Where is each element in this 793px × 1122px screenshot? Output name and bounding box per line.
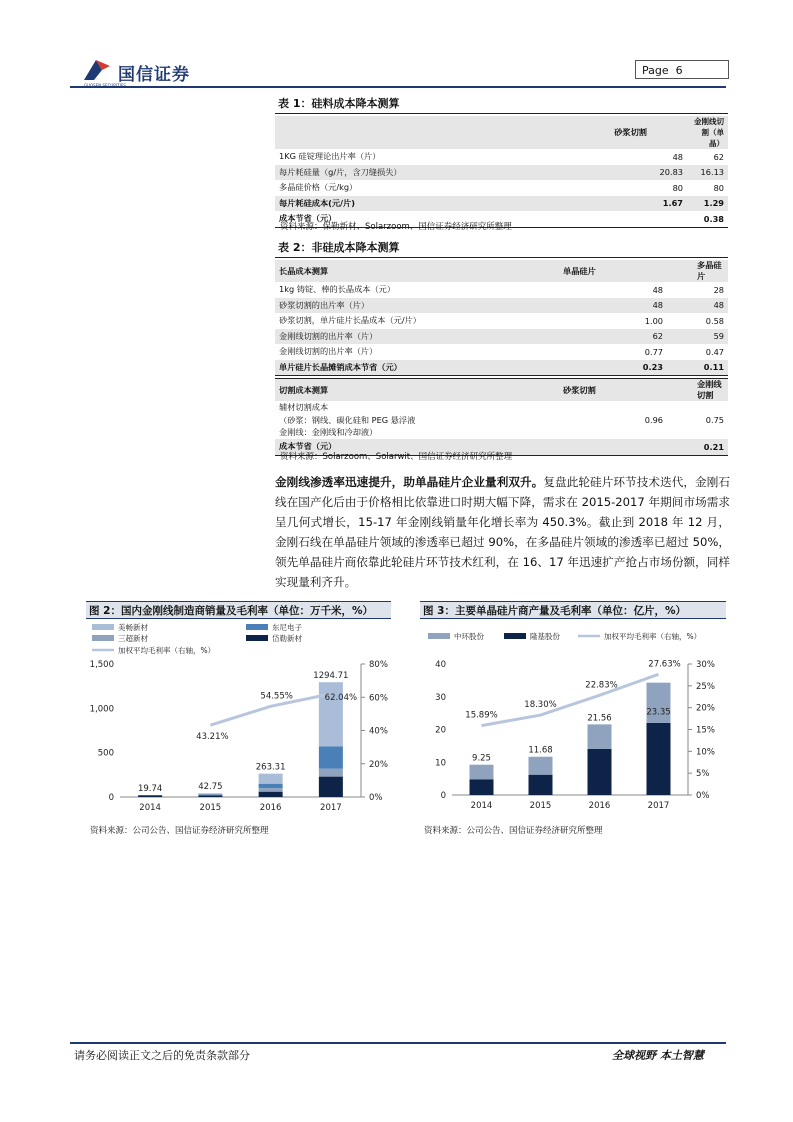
table-row [275,401,728,439]
table-row [275,298,728,314]
figure2-source: 资料来源：公司公告、国信证券经济研究所整理 [90,826,269,836]
table1-source: 资料来源：保勒新材、Solarzoom、国信证券经济研究所整理 [280,222,512,232]
table-cell: 0.77 [644,346,663,357]
y-right-tick-label: 0% [369,793,383,803]
table-header-cell: 砂浆切割 [523,379,667,402]
table-header-cell: 切割成本测算 [275,379,523,402]
table-header-cell: 砂浆切割 [523,116,687,149]
cutting-desc-line: （砂浆：钢线、碳化硅和 PEG 悬浮液 [279,414,416,425]
x-tick-label: 2014 [470,801,493,811]
table-cell: 16.13 [687,165,728,181]
cutting-desc-line: 辅材切割成本 [279,402,329,413]
bar-segment [259,788,283,792]
table2-source: 资料来源：Solarzoom、Solarwit、国信证券经济研究所整理 [280,452,513,462]
body-paragraph [275,472,730,592]
table-cell: 单片硅片长晶摊销成本节省（元） [275,360,523,376]
table-cell: 48 [667,298,728,314]
bar-total-label: 42.75 [198,782,223,793]
y-right-tick-label: 25% [696,681,715,692]
table1 [275,116,728,228]
paragraph-lead: 金刚线渗透率迅速提升，助单晶硅片企业量利双升。 [275,475,544,489]
table-row [275,344,728,360]
margin-line [482,674,659,725]
table-cell: 多晶硅价格（元/kg） [279,182,358,193]
bar-segment [319,777,343,797]
bar-segment [647,723,671,795]
table-cell: 48 [652,284,663,295]
figure2-chart [86,620,391,820]
y-right-tick-label: 10% [696,747,715,758]
legend-swatch [246,635,268,641]
table-cell: 0.23 [523,360,667,376]
table-cell: 28 [713,284,724,295]
table-cell: 砂浆切割，单片硅片长晶成本（元/片） [279,315,421,326]
footer-disclaimer: 请务必阅读正文之后的免责条款部分 [74,1049,250,1062]
x-tick-label: 2015 [199,803,222,813]
table-cell: 0.21 [667,439,728,455]
legend-label: 岱勒新材 [272,634,302,643]
y-left-tick-label: 1,500 [89,660,114,670]
x-tick-label: 2016 [588,801,611,811]
table-cell: 1KG 硅锭理论出片率（片） [279,151,381,162]
bar-segment [319,682,343,746]
table-row [275,282,728,298]
table-row [275,313,728,329]
bar-segment [198,795,222,797]
table-cell: 59 [667,329,728,345]
legend-swatch [92,635,114,641]
legend-label: 加权平均毛利率（右轴，%） [118,646,216,655]
bar-total-label: 21.56 [587,713,612,724]
y-right-tick-label: 5% [696,769,710,780]
table-cell: 金刚线切割的出片率（片） [275,329,523,345]
table-header-cell: 单晶硅片 [523,260,667,282]
legend-label: 加权平均毛利率（右轴，%） [604,632,702,641]
brand-name: 国信证券 [118,65,190,85]
bar-segment [198,793,222,794]
paragraph-body: 复盘此轮硅片环节技术迭代，金刚石线在国产化后由于价格相比依靠进口时期大幅下降，需求在 2015-2017 年期间市场需求呈几何式增长，15-17 年金刚线销量年化增长率为 450.3%。截止到 2018 年 12 月，金刚石线在单晶硅片领域的渗透率已超过 90%，在多晶硅片领域的渗透率已超过 50%，领先单晶硅片商依靠此轮硅片环节技术红利，在 16、17 年迅速扩产抢占市场份额，同样实现量利齐升。 [275,475,730,589]
y-right-tick-label: 30% [696,660,715,670]
table-cell [275,116,523,149]
table-cell: 成本节省（元） [279,213,337,224]
table-cell: 0.58 [705,315,724,326]
x-tick-label: 2016 [259,803,282,813]
legend-label: 三超新材 [118,634,148,643]
bar-total-label: 19.74 [137,784,163,795]
bar-segment [470,765,494,780]
table-cell: 1.00 [644,315,663,326]
x-tick-label: 2017 [320,803,342,813]
table2-title: 表 2：非硅成本降本测算 [278,241,400,254]
table-row [275,196,728,212]
cutting-desc-line: 金刚线：金刚线和冷却液） [279,427,378,438]
bar-segment [259,784,283,788]
y-right-tick-label: 60% [369,693,388,704]
header-rule [70,86,726,88]
table-header-cell: 金刚线切割 [667,379,728,402]
figure2-title: 图 2：国内金刚线制造商销量及毛利率（单位：万千米，%） [86,601,391,619]
page-indicator [635,60,729,79]
margin-data-label: 18.30% [524,700,557,711]
bar-segment [529,757,553,775]
table-cell: 62 [523,329,667,345]
figure3-source: 资料来源：公司公告、国信证券经济研究所整理 [424,826,603,836]
table-cell: 0.47 [705,346,724,357]
y-right-tick-label: 40% [369,726,388,737]
table-cell: 0.75 [705,415,724,425]
bar-segment [259,792,283,797]
table-cell: 每片耗硅量（g/片，含刀缝损失） [275,165,523,181]
margin-data-label: 27.63% [648,659,681,670]
legend-swatch [92,624,114,630]
y-left-tick-label: 500 [97,748,114,759]
table-cell: 80 [713,182,724,193]
table-header-row [275,260,728,282]
legend-label: 隆基股份 [530,632,560,641]
bar-total-label: 263.31 [255,762,286,773]
table-cell: 每片耗硅成本(元/片) [275,196,523,212]
legend-swatch [504,633,526,639]
y-right-tick-label: 0% [696,791,710,801]
table-cell [275,401,523,439]
legend-label: 美畅新材 [118,623,148,632]
margin-data-label: 15.89% [465,710,498,721]
table-row [275,149,728,165]
legend-label: 中环股份 [454,632,484,641]
legend-swatch [428,633,450,639]
table2-growth [275,260,728,376]
y-right-tick-label: 80% [369,660,388,670]
x-tick-label: 2017 [647,801,670,811]
margin-data-label: 22.83% [585,680,618,691]
x-tick-label: 2014 [139,803,161,813]
table-row [275,180,728,196]
bar-segment [588,749,612,795]
table-cell: 1.67 [523,196,687,212]
footer-rule [70,1042,726,1044]
margin-data-label: 62.04% [324,692,358,703]
table-cell: 砂浆切割的出片率（片） [275,298,523,314]
bar-segment [198,794,222,795]
y-right-tick-label: 20% [369,759,388,770]
y-left-tick-label: 0 [108,793,114,803]
y-right-tick-label: 20% [696,703,715,714]
bar-segment [470,779,494,795]
y-right-tick-label: 15% [696,725,715,736]
bar-segment [138,795,162,797]
margin-data-label: 43.21% [196,732,229,743]
margin-data-label: 54.55% [260,691,293,702]
table-cell: 1kg 铸锭、棒的长晶成本（元） [279,284,396,295]
table-cell: 0.38 [703,213,724,224]
y-left-tick-label: 40 [435,660,446,670]
table-row [275,329,728,345]
table-cell: 0.11 [667,360,728,376]
table-header-cell: 多晶硅片 [667,260,728,282]
table-cell: 0.96 [644,415,663,425]
table-cell: 1.29 [687,196,728,212]
bar-total-label: 11.68 [528,745,553,756]
page-number: 6 [675,64,683,77]
table-cell: 20.83 [523,165,687,181]
table-cell: 80 [672,182,683,193]
figure3-chart [420,620,726,820]
page-label: Page [642,64,669,77]
footer-slogan: 全球视野 本土智慧 [612,1049,704,1062]
table2-cutting [275,378,728,456]
table-cell: 62 [713,151,724,162]
bar-segment [588,724,612,748]
bar-total-label: 9.25 [472,753,491,764]
legend-label: 东尼电子 [272,623,302,632]
bar-segment [259,774,283,784]
legend-swatch [246,624,268,630]
table1-title: 表 1：硅料成本降本测算 [278,97,400,110]
table-cell: 48 [523,298,667,314]
x-tick-label: 2015 [529,801,552,811]
bar-segment [319,769,343,777]
table-cell: 金刚线切割的出片率（片） [279,346,378,357]
y-left-tick-label: 10 [435,758,446,769]
bar-segment [319,746,343,768]
table-header-cell: 长晶成本测算 [275,260,523,282]
y-left-tick-label: 1,000 [89,704,114,715]
y-left-tick-label: 20 [435,725,446,736]
table-cell [523,439,667,455]
bar-total-label: 23.35 [646,707,671,718]
y-left-tick-label: 0 [440,791,446,801]
table-cell: 成本节省（元） [275,439,523,455]
bar-segment [529,775,553,795]
guosen-logo-icon [82,56,112,82]
y-left-tick-label: 30 [435,692,446,703]
table-header-row [275,379,728,402]
divider [275,113,728,114]
divider [275,257,728,258]
figure3-title: 图 3：主要单晶硅片商产量及毛利率（单位：亿片，%） [420,601,726,619]
table-cell: 48 [672,151,683,162]
table-row [275,360,728,376]
bar-total-label: 1294.71 [313,671,349,682]
table-header-cell: 金刚线切割（单晶） [687,116,728,149]
table-cell [523,211,687,227]
table-header-row [275,116,728,149]
table-row [275,165,728,181]
